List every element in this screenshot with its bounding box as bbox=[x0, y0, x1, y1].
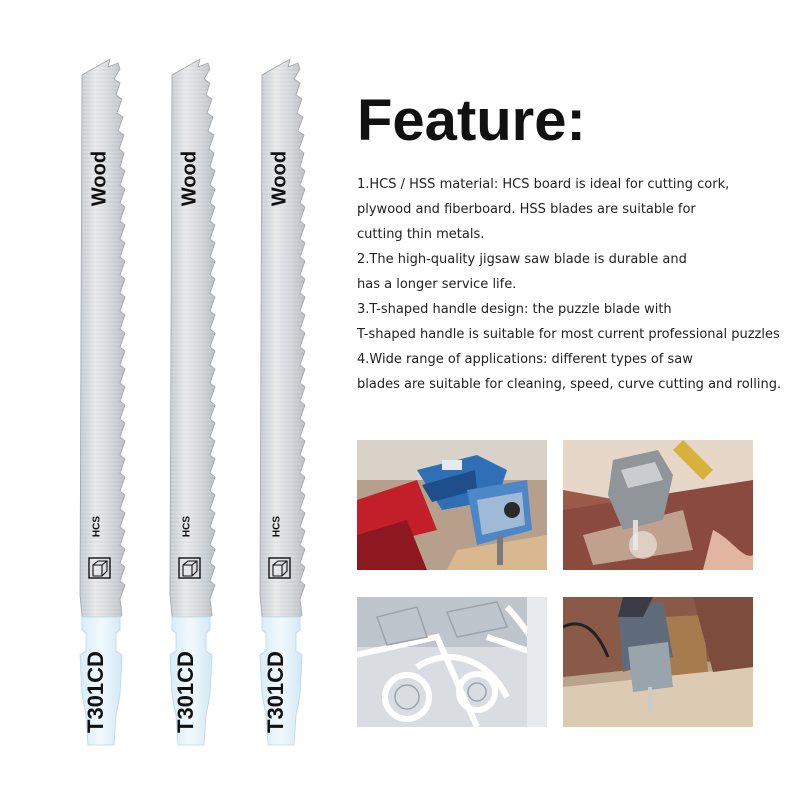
feature-line: 2.The high-quality jigsaw saw blade is durable and bbox=[357, 252, 687, 267]
jigsaw-blade-2 bbox=[160, 55, 220, 750]
cube-icon bbox=[267, 555, 293, 581]
jigsaw-cutting-plank-photo bbox=[563, 597, 753, 727]
jigsaw-cutting-board-photo bbox=[563, 440, 753, 570]
feature-line: blades are suitable for cleaning, speed, curve cutting and rolling. bbox=[357, 377, 782, 392]
blade-model-code: T301CD bbox=[263, 651, 288, 733]
feature-line: 4.Wide range of applications: different types of saw bbox=[357, 352, 693, 367]
blade-grade-label: HCS bbox=[91, 515, 103, 538]
feature-line: 3.T-shaped handle design: the puzzle blade with bbox=[357, 302, 672, 317]
feature-line: 1.HCS / HSS material: HCS board is ideal for cutting cork, bbox=[357, 177, 730, 192]
feature-line: has a longer service life. bbox=[357, 277, 517, 292]
blade-material-label: Wood bbox=[88, 150, 111, 207]
jigsaw-blade-1 bbox=[70, 55, 130, 750]
cube-icon bbox=[87, 555, 113, 581]
cube-icon bbox=[177, 555, 203, 581]
blade-grade-label: HCS bbox=[181, 515, 193, 538]
feature-title: Feature: bbox=[357, 88, 586, 153]
blade-model-code: T301CD bbox=[173, 651, 198, 733]
blade-material-label: Wood bbox=[268, 150, 291, 207]
feature-line: cutting thin metals. bbox=[357, 227, 485, 242]
feature-line: plywood and fiberboard. HSS blades are suitable for bbox=[357, 202, 696, 217]
blade-material-label: Wood bbox=[178, 150, 201, 207]
jigsaw-cutting-wood-photo bbox=[357, 440, 547, 570]
carved-panels-photo bbox=[357, 597, 547, 727]
feature-line: T-shaped handle is suitable for most current professional puzzles bbox=[357, 327, 780, 342]
blade-model-code: T301CD bbox=[83, 651, 108, 733]
jigsaw-blade-3 bbox=[250, 55, 310, 750]
blade-grade-label: HCS bbox=[271, 515, 283, 538]
feature-description bbox=[357, 172, 787, 397]
